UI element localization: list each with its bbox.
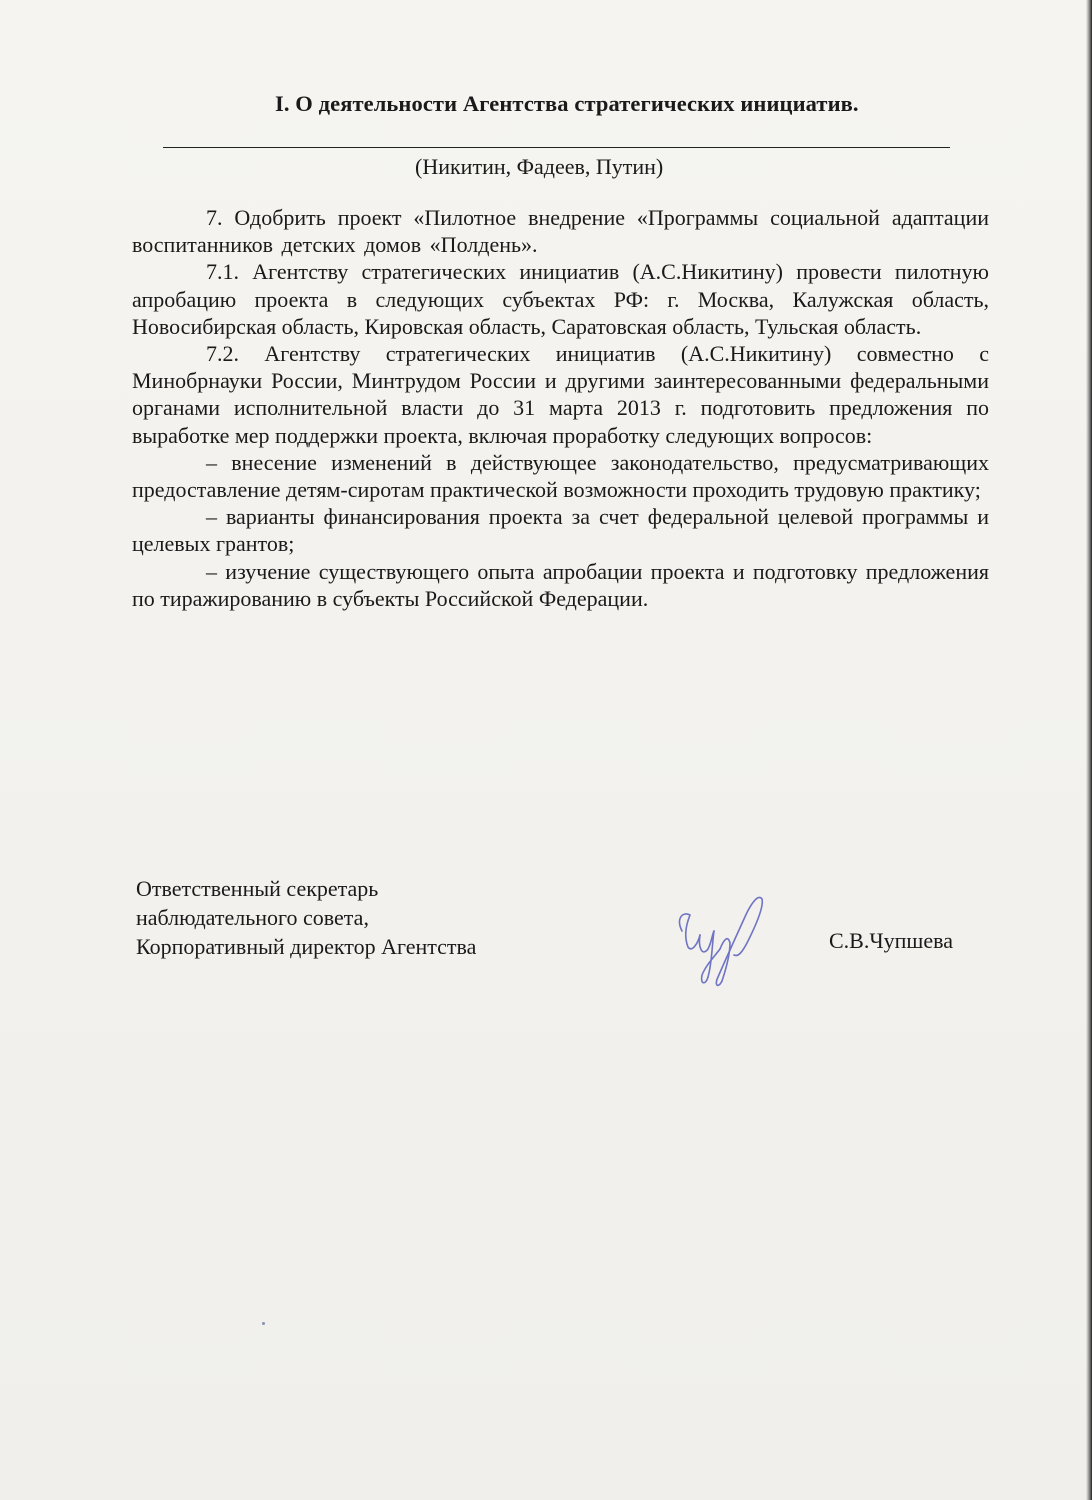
paragraph-7-1: 7.1. Агентству стратегических инициатив (А.С.Никитину) провести пилотную апробацию проекта в следующих субъектах РФ: г. Москва, Калужская область, Новосибирская область, Кировская область, Саратовская область, Тульская область. [132,259,989,339]
paragraph-7: 7. Одобрить проект «Пилотное внедрение «Программы социальной адаптации воспитанников детских домов «Полдень». [132,205,989,258]
handwritten-signature [668,885,778,995]
position-line-2: наблюдательного совета, [136,905,369,930]
signatory-position [136,874,476,961]
position-line-1: Ответственный секретарь [136,876,379,901]
resolution-body [132,204,989,612]
list-item-financing: – варианты финансирования проекта за счет федеральной целевой программы и целевых грантов; [132,504,989,557]
speakers-line: (Никитин, Фадеев, Путин) [415,154,664,179]
scan-speck [262,1322,265,1325]
list-item-legislation: – внесение изменений в действующее законодательство, предусматривающих предоставление детям-сиротам практической возможности проходить трудовую практику; [132,449,989,503]
section-title: I. О деятельности Агентства стратегических инициатив. [275,91,859,116]
position-line-3: Корпоративный директор Агентства [136,934,477,959]
paragraph-7-2: 7.2. Агентству стратегических инициатив (А.С.Никитину) совместно с Минобрнауки России, Минтрудом России и другими заинтересованными федеральными органами исполнительной власти до 31 марта 2013 г. подготовить предложения по выработке мер поддержки проекта, включая проработку следующих вопросов: [132,341,989,448]
list-item-experience: – изучение существующего опыта апробации проекта и подготовку предложения по тиражированию в субъекты Российской Федерации. [132,558,989,611]
signatory-name: С.В.Чупшева [829,928,953,953]
title-underline [163,147,950,148]
scan-edge-shadow [1086,0,1092,1500]
